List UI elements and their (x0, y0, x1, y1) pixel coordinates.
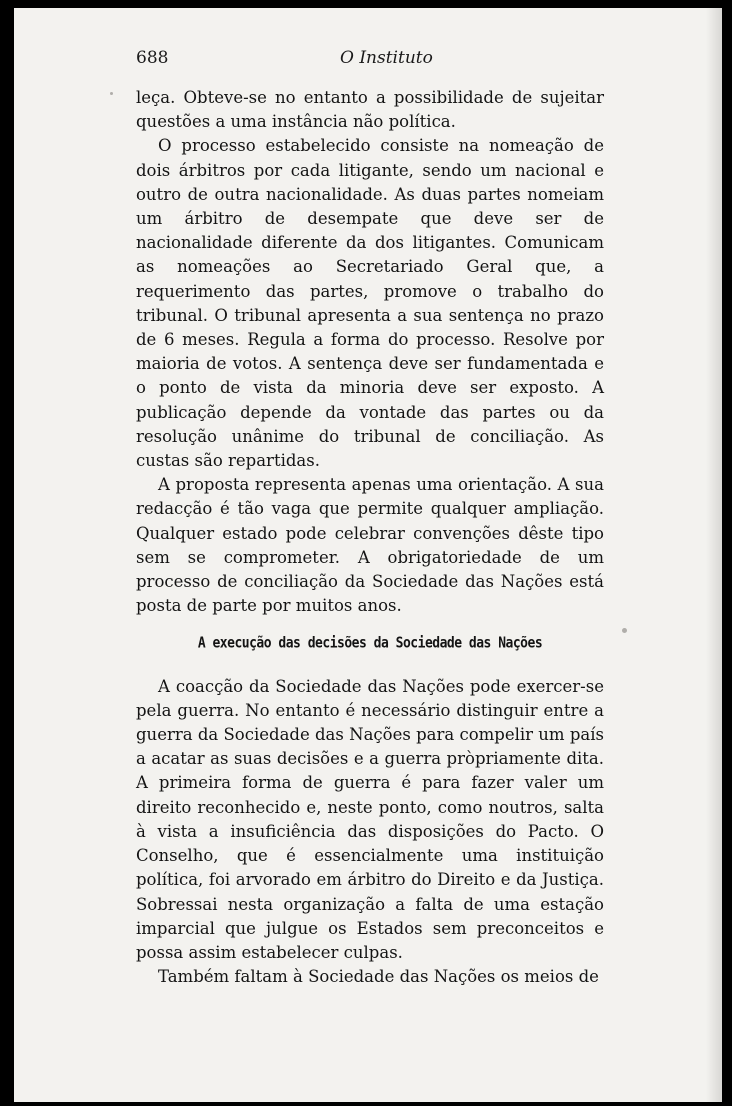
page-header (136, 48, 632, 76)
book-page (14, 8, 722, 1102)
paragraph: O processo estabelecido consiste na nomeação de dois árbitros por cada litigante, sendo um nacional e outro de outra nacionalidade. As duas partes nomeiam um árbitro de desempate que deve ser de nacionalidade diferente da dos litigantes. Comunicam as nomeações ao Secretariado Geral que, a requerimento das partes, promove o trabalho do tribunal. O tribunal apresenta a sua sentença no prazo de 6 meses. Regula a forma do processo. Resolve por maioria de votos. A sentença deve ser fundamentada e o ponto de vista da minoria deve ser exposto. A publicação depende da vontade das partes ou da resolução unânime do tribunal de conciliação. As custas são repartidas. (136, 136, 604, 471)
page-number: 688 (136, 48, 169, 68)
paper-speck (622, 628, 627, 633)
paragraph: A proposta representa apenas uma orientação. A sua redacção é tão vaga que permite qualquer ampliação. Qualquer estado pode celebrar convenções dêste tipo sem se comprometer. A obrigatoriedade de um processo de conciliação da Sociedade das Nações está posta de parte por muitos anos. (136, 475, 604, 616)
section-heading: A execução das decisões da Sociedade das Nações (197, 635, 543, 653)
page-edge-shadow (706, 8, 722, 1102)
body-text (136, 86, 604, 989)
running-title: O Instituto (340, 48, 433, 68)
paper-speck (110, 92, 113, 95)
paragraph: Também faltam à Sociedade das Nações os meios de (158, 967, 599, 987)
paragraph: A coacção da Sociedade das Nações pode exercer-se pela guerra. No entanto é necessário distinguir entre a guerra da Sociedade das Nações para compelir um país a acatar as suas decisões e a guerra pròpriamente dita. A primeira forma de guerra é para fazer valer um direito reconhecido e, neste ponto, como noutros, salta à vista a insuficiência das disposições do Pacto. O Conselho, que é essencialmente uma instituição política, foi arvorado em árbitro do Direito e da Justiça. Sobressai nesta organização a falta de uma estação imparcial que julgue os Estados sem preconceitos e possa assim estabelecer culpas. (136, 676, 604, 962)
paragraph: leça. Obteve-se no entanto a possibilidade de sujeitar questões a uma instância não política. (136, 88, 604, 132)
